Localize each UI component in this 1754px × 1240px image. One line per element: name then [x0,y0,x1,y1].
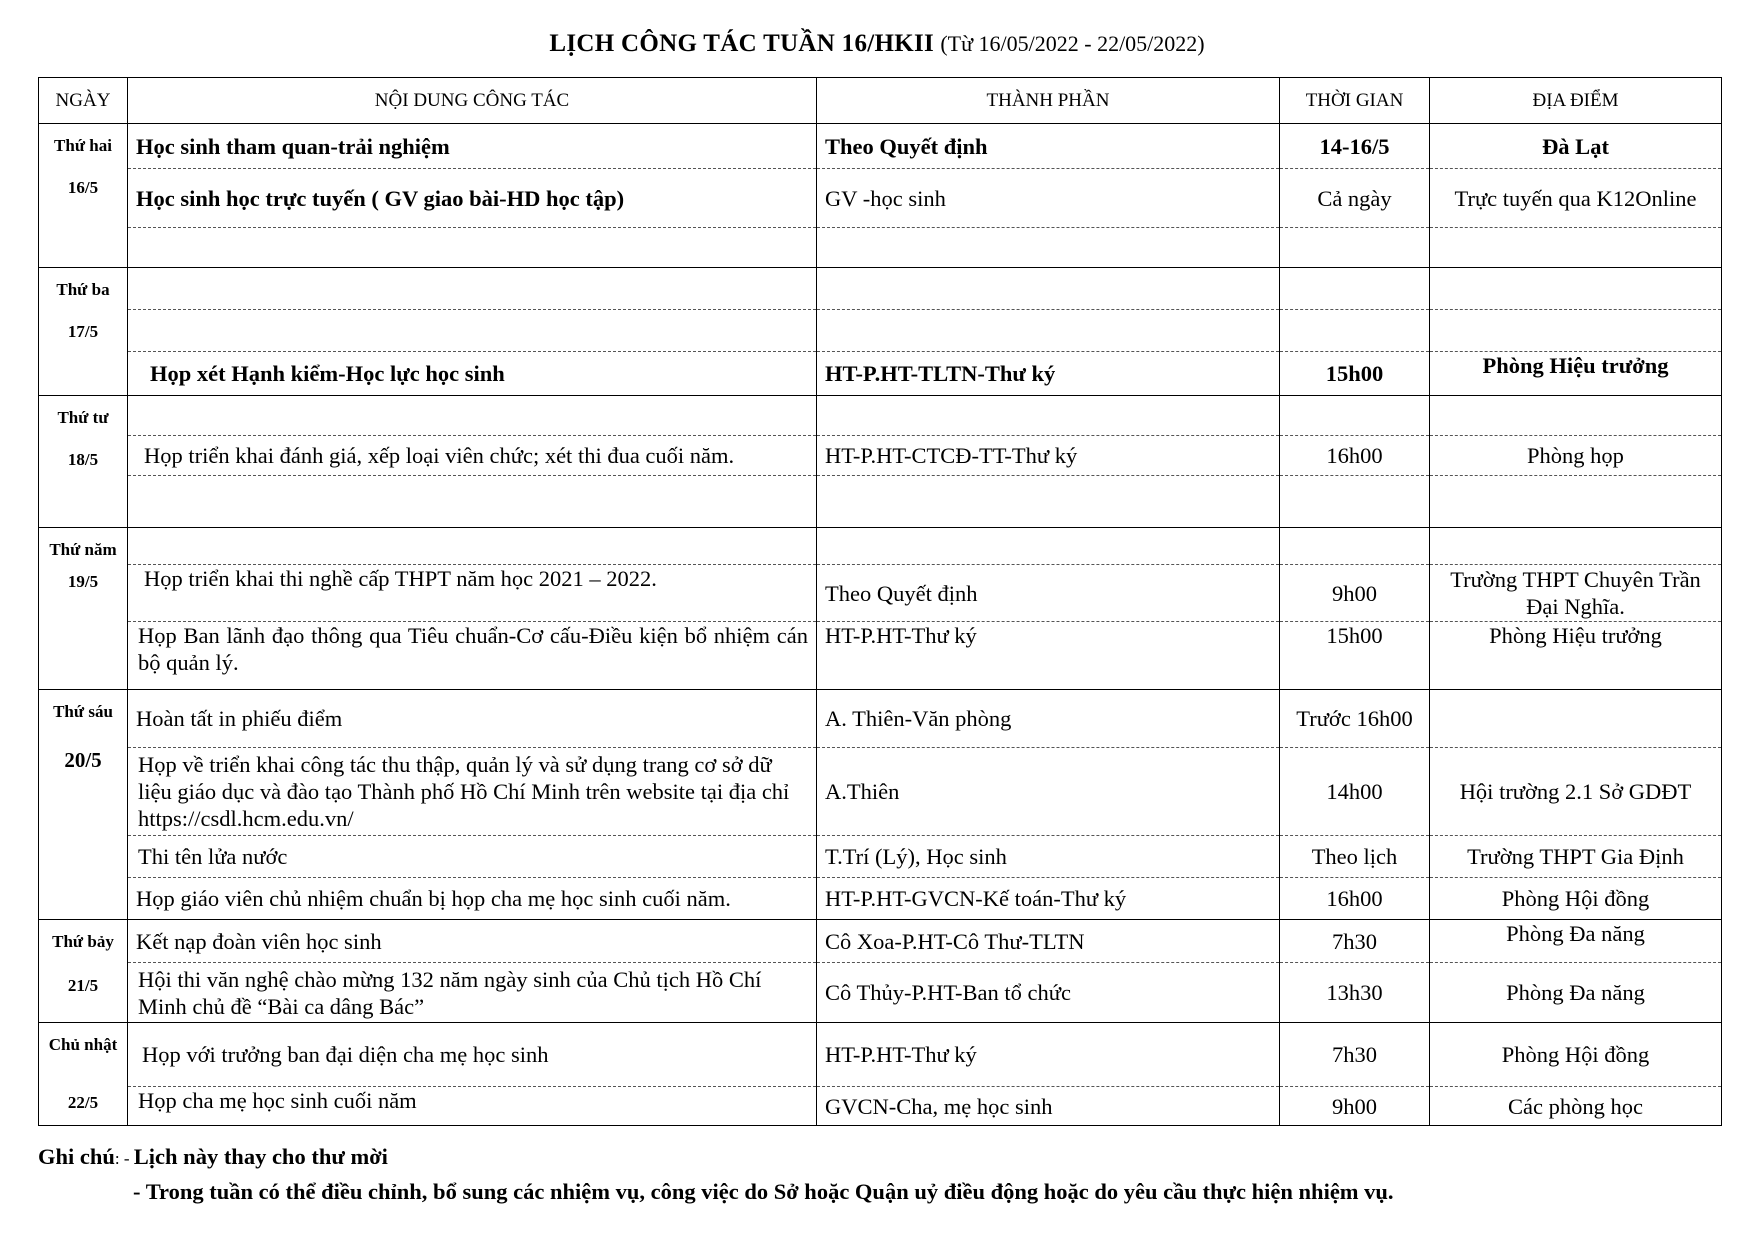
day-name: Thứ tư [57,408,109,427]
cell-time: 7h30 [1280,920,1430,963]
table-row [39,352,1722,396]
cell-content: Hội thi văn nghệ chào mừng 132 năm ngày sinh của Chủ tịch Hồ Chí Minh chủ đề “Bài ca dâng Bác” [128,963,817,1023]
cell-place: Phòng họp [1430,436,1722,476]
day-cell-wednesday [39,396,128,528]
cell-members [817,310,1280,352]
cell-content: Họp triển khai đánh giá, xếp loại viên chức; xét thi đua cuối năm. [128,436,817,476]
table-row [39,748,1722,836]
cell-place: Phòng Hội đồng [1430,878,1722,920]
header-row [39,78,1722,124]
day-name: Thứ hai [54,136,112,155]
table-row [39,622,1722,690]
cell-place: Phòng Hiệu trưởng [1430,622,1722,690]
cell-place: Các phòng học [1430,1087,1722,1126]
cell-members: GVCN-Cha, mẹ học sinh [817,1087,1280,1126]
cell-members [817,396,1280,436]
cell-content [128,476,817,528]
day-name: Thứ ba [56,280,110,299]
cell-time [1280,268,1430,310]
cell-members: GV -học sinh [817,169,1280,228]
cell-content [128,268,817,310]
cell-content: Học sinh tham quan-trải nghiệm [128,124,817,169]
cell-content [128,310,817,352]
day-date: 21/5 [67,976,99,995]
day-date: 16/5 [67,178,99,197]
cell-place: Trực tuyến qua K12Online [1430,169,1722,228]
cell-place: Đà Lạt [1430,124,1722,169]
cell-members: HT-P.HT-CTCĐ-TT-Thư ký [817,436,1280,476]
header-day: NGÀY [39,78,128,124]
cell-members: T.Trí (Lý), Học sinh [817,836,1280,878]
cell-content: Họp triển khai thi nghề cấp THPT năm học 2021 – 2022. [128,565,817,622]
day-cell-thursday [39,528,128,690]
note-label: Ghi chú [38,1144,115,1169]
cell-content: Kết nạp đoàn viên học sinh [128,920,817,963]
day-name: Thứ năm [49,540,117,559]
table-row [39,310,1722,352]
day-date: 19/5 [67,572,99,591]
table-row [39,228,1722,268]
cell-time: Cả ngày [1280,169,1430,228]
cell-place: Phòng Đa năng [1430,963,1722,1023]
day-name: Thứ bảy [52,932,114,951]
table-row [39,124,1722,169]
cell-place: Phòng Đa năng [1430,920,1722,963]
page-title [0,30,1754,58]
cell-time [1280,528,1430,565]
day-cell-saturday [39,920,128,1023]
cell-time: 14h00 [1280,748,1430,836]
title-date-range: (Từ 16/05/2022 - 22/05/2022) [940,31,1205,56]
note-line-1 [38,1140,1394,1175]
day-name: Thứ sáu [53,702,113,721]
cell-time: 9h00 [1280,1087,1430,1126]
cell-time: 14-16/5 [1280,124,1430,169]
header-members: THÀNH PHẦN [817,78,1280,124]
header-time: THỜI GIAN [1280,78,1430,124]
cell-content [128,228,817,268]
cell-time: 15h00 [1280,352,1430,396]
cell-members [817,268,1280,310]
cell-members: Cô Xoa-P.HT-Cô Thư-TLTN [817,920,1280,963]
cell-members: HT-P.HT-Thư ký [817,622,1280,690]
notes-section [38,1140,1394,1208]
cell-place [1430,396,1722,436]
schedule-table [38,77,1722,1126]
cell-time: Theo lịch [1280,836,1430,878]
cell-place [1430,310,1722,352]
table-row [39,963,1722,1023]
table-row [39,690,1722,748]
cell-members: Theo Quyết định [817,124,1280,169]
cell-content [128,396,817,436]
cell-time [1280,476,1430,528]
cell-members [817,228,1280,268]
day-cell-monday [39,124,128,268]
cell-time [1280,396,1430,436]
cell-content: Thi tên lửa nước [128,836,817,878]
cell-time: 16h00 [1280,436,1430,476]
table-row [39,528,1722,565]
table-row [39,920,1722,963]
day-date: 18/5 [67,450,99,469]
table-row [39,1023,1722,1087]
cell-time [1280,310,1430,352]
day-cell-tuesday [39,268,128,396]
cell-members: Cô Thủy-P.HT-Ban tổ chức [817,963,1280,1023]
cell-members [817,528,1280,565]
cell-place: Trường THPT Chuyên Trần Đại Nghĩa. [1430,565,1722,622]
cell-time: 9h00 [1280,565,1430,622]
title-main: LỊCH CÔNG TÁC TUẦN 16/HKII [549,30,935,57]
cell-time: 16h00 [1280,878,1430,920]
cell-members: A.Thiên [817,748,1280,836]
cell-place [1430,528,1722,565]
header-content: NỘI DUNG CÔNG TÁC [128,78,817,124]
cell-time: 7h30 [1280,1023,1430,1087]
note-line-2: - Trong tuần có thể điều chỉnh, bổ sung các nhiệm vụ, công việc do Sở hoặc Quận uỷ điều động hoặc do yêu cầu thực hiện nhiệm vụ. [133,1179,1394,1204]
cell-members: Theo Quyết định [817,565,1280,622]
cell-content: Họp Ban lãnh đạo thông qua Tiêu chuẩn-Cơ cấu-Điều kiện bổ nhiệm cán bộ quản lý. [128,622,817,690]
day-cell-friday [39,690,128,920]
cell-content [128,528,817,565]
cell-content: Họp về triển khai công tác thu thập, quản lý và sử dụng trang cơ sở dữ liệu giáo dục và đào tạo Thành phố Hồ Chí Minh trên website tại địa chỉ https://csdl.hcm.edu.vn/ [128,748,817,836]
cell-content: Họp giáo viên chủ nhiệm chuẩn bị họp cha mẹ học sinh cuối năm. [128,878,817,920]
cell-place [1430,268,1722,310]
cell-place: Hội trường 2.1 Sở GDĐT [1430,748,1722,836]
cell-time [1280,228,1430,268]
cell-members [817,476,1280,528]
table-row [39,476,1722,528]
table-row [39,565,1722,622]
cell-time: Trước 16h00 [1280,690,1430,748]
cell-members: HT-P.HT-Thư ký [817,1023,1280,1087]
cell-members: HT-P.HT-TLTN-Thư ký [817,352,1280,396]
cell-content: Họp với trưởng ban đại diện cha mẹ học sinh [128,1023,817,1087]
cell-content: Hoàn tất in phiếu điểm [128,690,817,748]
cell-place: Trường THPT Gia Định [1430,836,1722,878]
table-row [39,396,1722,436]
day-cell-sunday [39,1023,128,1126]
day-date: 22/5 [67,1093,99,1112]
table-row [39,436,1722,476]
cell-members: A. Thiên-Văn phòng [817,690,1280,748]
cell-place [1430,228,1722,268]
table-row [39,878,1722,920]
cell-members: HT-P.HT-GVCN-Kế toán-Thư ký [817,878,1280,920]
day-date: 20/5 [64,748,102,772]
cell-place: Phòng Hội đồng [1430,1023,1722,1087]
day-name: Chủ nhật [48,1035,118,1054]
cell-content: Họp xét Hạnh kiểm-Học lực học sinh [128,352,817,396]
cell-time: 13h30 [1280,963,1430,1023]
table-row [39,268,1722,310]
table-row [39,836,1722,878]
cell-place: Phòng Hiệu trưởng [1430,352,1722,396]
cell-time: 15h00 [1280,622,1430,690]
note-label-separator: : - [114,1149,134,1168]
table-row [39,169,1722,228]
cell-place [1430,690,1722,748]
day-date: 17/5 [67,322,99,341]
cell-content: Học sinh học trực tuyến ( GV giao bài-HD học tập) [128,169,817,228]
table-row [39,1087,1722,1126]
cell-content: Họp cha mẹ học sinh cuối năm [128,1087,817,1126]
header-place: ĐỊA ĐIỂM [1430,78,1722,124]
note-text-1: Lịch này thay cho thư mời [133,1144,388,1169]
cell-place [1430,476,1722,528]
